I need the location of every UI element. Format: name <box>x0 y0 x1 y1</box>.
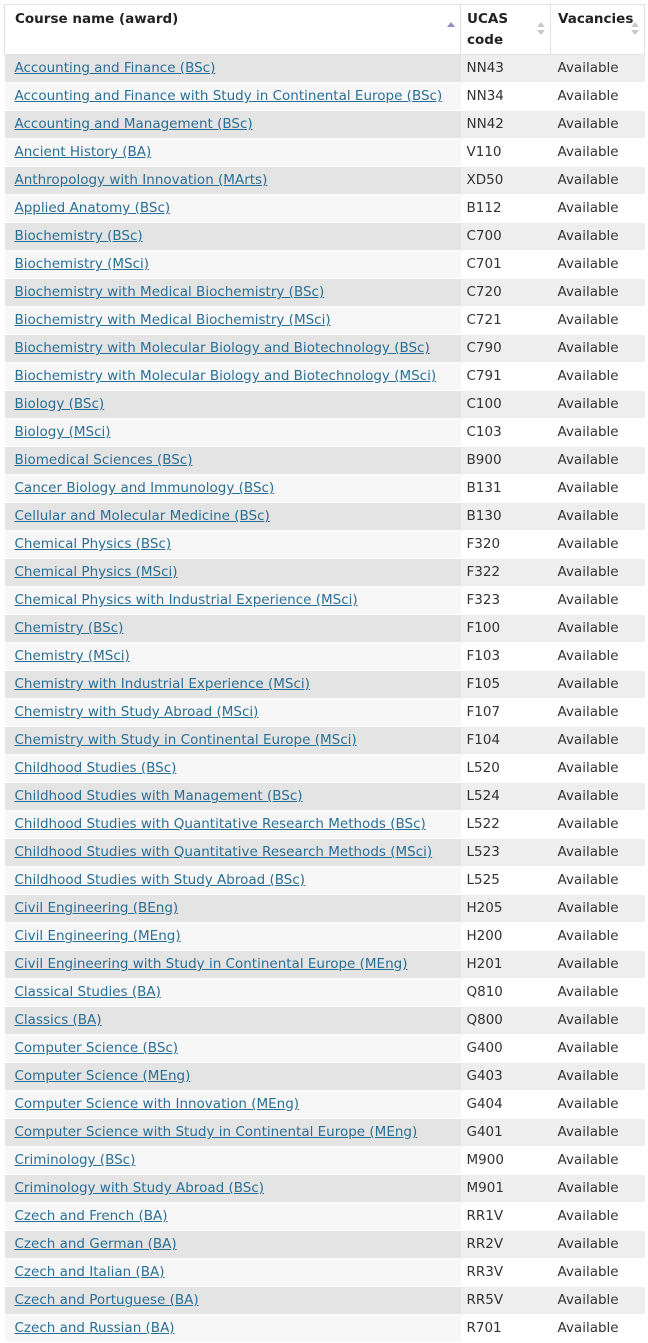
course-name-cell <box>5 587 461 615</box>
vacancies-cell: Available <box>551 363 645 391</box>
course-name-cell <box>5 111 461 139</box>
course-name-cell <box>5 1147 461 1175</box>
table-row <box>5 699 645 727</box>
course-name-cell <box>5 867 461 895</box>
table-row <box>5 1231 645 1259</box>
course-link[interactable]: Classics (BA) <box>14 1012 102 1028</box>
vacancies-cell: Available <box>551 839 645 867</box>
course-name-cell <box>5 923 461 951</box>
table-row <box>5 475 645 503</box>
course-name-cell <box>5 307 461 335</box>
ucas-code-cell: F107 <box>461 699 551 727</box>
ucas-code-cell: B131 <box>461 475 551 503</box>
ucas-code-cell: RR3V <box>461 1259 551 1287</box>
vacancies-cell: Available <box>551 1287 645 1315</box>
course-name-cell <box>5 279 461 307</box>
vacancies-cell: Available <box>551 1203 645 1231</box>
course-link[interactable]: Chemistry with Industrial Experience (MSci) <box>14 676 310 692</box>
course-link[interactable]: Accounting and Finance with Study in Continental Europe (BSc) <box>14 88 443 104</box>
ucas-code-cell: F323 <box>461 587 551 615</box>
ucas-code-cell: G404 <box>461 1091 551 1119</box>
table-row <box>5 587 645 615</box>
course-name-cell <box>5 391 461 419</box>
course-name-cell <box>5 755 461 783</box>
course-link[interactable]: Biology (BSc) <box>14 396 105 412</box>
table-body <box>5 55 645 1343</box>
table-row <box>5 811 645 839</box>
course-name-cell <box>5 1287 461 1315</box>
course-name-cell <box>5 1035 461 1063</box>
course-link[interactable]: Chemistry (BSc) <box>14 620 124 636</box>
course-name-cell <box>5 531 461 559</box>
ucas-code-cell: C701 <box>461 251 551 279</box>
table-row <box>5 1259 645 1287</box>
vacancies-cell: Available <box>551 867 645 895</box>
ucas-code-cell: H205 <box>461 895 551 923</box>
vacancies-cell: Available <box>551 643 645 671</box>
course-name-cell <box>5 1203 461 1231</box>
course-link[interactable]: Computer Science with Innovation (MEng) <box>14 1096 300 1112</box>
vacancies-cell: Available <box>551 587 645 615</box>
course-link[interactable]: Biochemistry with Molecular Biology and Biotechnology (MSci) <box>14 368 437 384</box>
vacancies-cell: Available <box>551 167 645 195</box>
table-row <box>5 643 645 671</box>
course-link[interactable]: Chemical Physics (BSc) <box>14 536 172 552</box>
course-link[interactable]: Civil Engineering (MEng) <box>14 928 181 944</box>
vacancies-cell: Available <box>551 531 645 559</box>
ucas-code-cell: F320 <box>461 531 551 559</box>
table-row <box>5 839 645 867</box>
course-link[interactable]: Cellular and Molecular Medicine (BSc) <box>14 508 270 524</box>
course-vacancies-table <box>4 4 645 1343</box>
table-row <box>5 615 645 643</box>
course-name-cell <box>5 559 461 587</box>
vacancies-cell: Available <box>551 783 645 811</box>
course-link[interactable]: Czech and Russian (BA) <box>14 1320 175 1336</box>
course-name-cell <box>5 1119 461 1147</box>
vacancies-cell: Available <box>551 223 645 251</box>
table-row <box>5 783 645 811</box>
course-name-cell <box>5 811 461 839</box>
table-row <box>5 167 645 195</box>
ucas-code-cell: L523 <box>461 839 551 867</box>
ucas-code-cell: C103 <box>461 419 551 447</box>
course-link[interactable]: Biochemistry with Molecular Biology and Biotechnology (BSc) <box>14 340 430 356</box>
vacancies-cell: Available <box>551 195 645 223</box>
vacancies-cell: Available <box>551 1259 645 1287</box>
course-name-cell <box>5 195 461 223</box>
course-name-cell <box>5 1091 461 1119</box>
course-link[interactable]: Chemistry with Study in Continental Europe (MSci) <box>14 732 357 748</box>
ucas-code-cell: C790 <box>461 335 551 363</box>
course-name-cell <box>5 727 461 755</box>
table-row <box>5 671 645 699</box>
vacancies-cell: Available <box>551 979 645 1007</box>
course-link[interactable]: Czech and Italian (BA) <box>14 1264 165 1280</box>
table-row <box>5 55 645 83</box>
ucas-code-cell: C700 <box>461 223 551 251</box>
vacancies-cell: Available <box>551 83 645 111</box>
table-row <box>5 83 645 111</box>
course-link[interactable]: Chemical Physics (MSci) <box>14 564 178 580</box>
table-row <box>5 727 645 755</box>
ucas-code-cell: RR2V <box>461 1231 551 1259</box>
vacancies-header-label: Vacancies <box>558 11 634 27</box>
course-name-cell <box>5 839 461 867</box>
table-row <box>5 1091 645 1119</box>
table-row <box>5 139 645 167</box>
course-name-cell <box>5 55 461 83</box>
course-name-cell <box>5 979 461 1007</box>
course-name-cell <box>5 503 461 531</box>
table-row <box>5 1119 645 1147</box>
course-name-cell <box>5 783 461 811</box>
sort-unsorted-icon[interactable] <box>537 22 545 36</box>
vacancies-cell: Available <box>551 951 645 979</box>
ucas-code-cell: G403 <box>461 1063 551 1091</box>
ucas-code-cell: G401 <box>461 1119 551 1147</box>
course-name-cell <box>5 83 461 111</box>
ucas-code-cell: RR5V <box>461 1287 551 1315</box>
course-link[interactable]: Chemical Physics with Industrial Experience (MSci) <box>14 592 358 608</box>
table-row <box>5 111 645 139</box>
course-name-cell <box>5 167 461 195</box>
ucas-code-cell: R701 <box>461 1315 551 1343</box>
vacancies-cell: Available <box>551 139 645 167</box>
column-header-vacancies[interactable] <box>551 5 645 55</box>
vacancies-cell: Available <box>551 1063 645 1091</box>
sort-ascending-icon[interactable] <box>447 22 455 36</box>
table-row <box>5 1147 645 1175</box>
vacancies-cell: Available <box>551 391 645 419</box>
table-row <box>5 979 645 1007</box>
course-link[interactable]: Accounting and Management (BSc) <box>14 116 253 132</box>
vacancies-cell: Available <box>551 1175 645 1203</box>
course-link[interactable]: Civil Engineering (BEng) <box>14 900 179 916</box>
course-name-cell <box>5 615 461 643</box>
vacancies-cell: Available <box>551 1231 645 1259</box>
ucas-code-cell: H200 <box>461 923 551 951</box>
table-row <box>5 867 645 895</box>
course-link[interactable]: Chemistry with Study Abroad (MSci) <box>14 704 259 720</box>
table-row <box>5 1035 645 1063</box>
ucas-code-cell: M900 <box>461 1147 551 1175</box>
vacancies-cell: Available <box>551 503 645 531</box>
course-name-cell <box>5 1315 461 1343</box>
header-row <box>5 5 645 55</box>
ucas-code-cell: V110 <box>461 139 551 167</box>
vacancies-cell: Available <box>551 251 645 279</box>
table-row <box>5 279 645 307</box>
ucas-code-cell: B112 <box>461 195 551 223</box>
course-name-cell <box>5 699 461 727</box>
course-link[interactable]: Czech and Portuguese (BA) <box>14 1292 199 1308</box>
table-row <box>5 447 645 475</box>
course-name-cell <box>5 1259 461 1287</box>
vacancies-cell: Available <box>551 1315 645 1343</box>
ucas-code-cell: F100 <box>461 615 551 643</box>
course-name-cell <box>5 671 461 699</box>
course-link[interactable]: Accounting and Finance (BSc) <box>14 60 216 76</box>
vacancies-cell: Available <box>551 895 645 923</box>
vacancies-cell: Available <box>551 559 645 587</box>
vacancies-cell: Available <box>551 1147 645 1175</box>
course-link[interactable]: Criminology with Study Abroad (BSc) <box>14 1180 265 1196</box>
vacancies-cell: Available <box>551 727 645 755</box>
course-link[interactable]: Civil Engineering with Study in Continental Europe (MEng) <box>14 956 408 972</box>
course-name-cell <box>5 1063 461 1091</box>
course-name-cell <box>5 139 461 167</box>
ucas-code-cell: L522 <box>461 811 551 839</box>
sort-unsorted-icon[interactable] <box>631 22 639 36</box>
table-row <box>5 1203 645 1231</box>
course-name-cell <box>5 1231 461 1259</box>
ucas-code-cell: G400 <box>461 1035 551 1063</box>
table-row <box>5 195 645 223</box>
course-name-header-label: Course name (award) <box>15 11 179 27</box>
ucas-code-cell: XD50 <box>461 167 551 195</box>
vacancies-cell: Available <box>551 615 645 643</box>
table-row <box>5 307 645 335</box>
vacancies-cell: Available <box>551 1119 645 1147</box>
ucas-code-cell: NN43 <box>461 55 551 83</box>
vacancies-cell: Available <box>551 671 645 699</box>
ucas-code-cell: F104 <box>461 727 551 755</box>
course-link[interactable]: Applied Anatomy (BSc) <box>14 200 171 216</box>
course-link[interactable]: Classical Studies (BA) <box>14 984 161 1000</box>
vacancies-cell: Available <box>551 923 645 951</box>
ucas-code-cell: RR1V <box>461 1203 551 1231</box>
table-row <box>5 1063 645 1091</box>
course-link[interactable]: Czech and German (BA) <box>14 1236 177 1252</box>
course-link[interactable]: Ancient History (BA) <box>14 144 152 160</box>
course-link[interactable]: Chemistry (MSci) <box>14 648 130 664</box>
table-row <box>5 503 645 531</box>
course-link[interactable]: Criminology (BSc) <box>14 1152 136 1168</box>
vacancies-cell: Available <box>551 811 645 839</box>
course-name-cell <box>5 363 461 391</box>
vacancies-cell: Available <box>551 1091 645 1119</box>
ucas-code-cell: F322 <box>461 559 551 587</box>
table-row <box>5 1315 645 1343</box>
course-link[interactable]: Computer Science (BSc) <box>14 1040 179 1056</box>
course-link[interactable]: Czech and French (BA) <box>14 1208 168 1224</box>
table-row <box>5 951 645 979</box>
course-name-cell <box>5 1175 461 1203</box>
course-name-cell <box>5 643 461 671</box>
course-link[interactable]: Biomedical Sciences (BSc) <box>14 452 193 468</box>
course-name-cell <box>5 419 461 447</box>
ucas-code-cell: F105 <box>461 671 551 699</box>
course-link[interactable]: Biochemistry (BSc) <box>14 228 143 244</box>
ucas-code-cell: F103 <box>461 643 551 671</box>
table-row <box>5 923 645 951</box>
course-link[interactable]: Anthropology with Innovation (MArts) <box>14 172 268 188</box>
ucas-code-cell: C720 <box>461 279 551 307</box>
table-row <box>5 559 645 587</box>
table-row <box>5 1175 645 1203</box>
table-row <box>5 531 645 559</box>
ucas-code-cell: B900 <box>461 447 551 475</box>
table-row <box>5 223 645 251</box>
vacancies-cell: Available <box>551 55 645 83</box>
course-link[interactable]: Childhood Studies with Quantitative Research Methods (BSc) <box>14 816 426 832</box>
course-name-cell <box>5 447 461 475</box>
course-name-cell <box>5 951 461 979</box>
ucas-code-cell: C721 <box>461 307 551 335</box>
course-name-cell <box>5 251 461 279</box>
vacancies-cell: Available <box>551 447 645 475</box>
column-header-course-name[interactable] <box>5 5 461 55</box>
vacancies-cell: Available <box>551 279 645 307</box>
course-vacancies-table-container <box>4 4 644 1343</box>
course-link[interactable]: Childhood Studies (BSc) <box>14 760 177 776</box>
vacancies-cell: Available <box>551 699 645 727</box>
course-name-cell <box>5 895 461 923</box>
course-link[interactable]: Computer Science (MEng) <box>14 1068 191 1084</box>
table-row <box>5 335 645 363</box>
vacancies-cell: Available <box>551 307 645 335</box>
table-row <box>5 755 645 783</box>
vacancies-cell: Available <box>551 475 645 503</box>
table-row <box>5 895 645 923</box>
table-row <box>5 419 645 447</box>
course-link[interactable]: Childhood Studies with Management (BSc) <box>14 788 303 804</box>
course-link[interactable]: Biochemistry (MSci) <box>14 256 150 272</box>
course-link[interactable]: Childhood Studies with Quantitative Research Methods (MSci) <box>14 844 433 860</box>
vacancies-cell: Available <box>551 335 645 363</box>
ucas-code-cell: NN34 <box>461 83 551 111</box>
ucas-code-cell: H201 <box>461 951 551 979</box>
ucas-code-cell: NN42 <box>461 111 551 139</box>
ucas-code-cell: L525 <box>461 867 551 895</box>
ucas-code-cell: M901 <box>461 1175 551 1203</box>
ucas-code-cell: L524 <box>461 783 551 811</box>
course-name-cell <box>5 335 461 363</box>
course-link[interactable]: Biochemistry with Medical Biochemistry (MSci) <box>14 312 331 328</box>
course-link[interactable]: Biochemistry with Medical Biochemistry (BSc) <box>14 284 325 300</box>
vacancies-cell: Available <box>551 1035 645 1063</box>
course-name-cell <box>5 1007 461 1035</box>
ucas-code-cell: Q800 <box>461 1007 551 1035</box>
ucas-code-cell: Q810 <box>461 979 551 1007</box>
ucas-code-header-label <box>467 9 527 51</box>
ucas-code-cell: L520 <box>461 755 551 783</box>
vacancies-cell: Available <box>551 755 645 783</box>
course-link[interactable]: Computer Science with Study in Continental Europe (MEng) <box>14 1124 418 1140</box>
vacancies-cell: Available <box>551 1007 645 1035</box>
ucas-code-cell: C100 <box>461 391 551 419</box>
table-row <box>5 1287 645 1315</box>
column-header-ucas-code[interactable] <box>461 5 551 55</box>
ucas-code-cell: B130 <box>461 503 551 531</box>
course-name-cell <box>5 223 461 251</box>
ucas-code-header-line2: code <box>467 32 504 48</box>
vacancies-cell: Available <box>551 419 645 447</box>
course-link[interactable]: Childhood Studies with Study Abroad (BSc) <box>14 872 306 888</box>
table-header <box>5 5 645 55</box>
table-row <box>5 251 645 279</box>
vacancies-cell: Available <box>551 111 645 139</box>
ucas-code-cell: C791 <box>461 363 551 391</box>
table-row <box>5 1007 645 1035</box>
ucas-code-header-line1: UCAS <box>467 11 509 27</box>
course-link[interactable]: Cancer Biology and Immunology (BSc) <box>14 480 275 496</box>
table-row <box>5 363 645 391</box>
course-name-cell <box>5 475 461 503</box>
table-row <box>5 391 645 419</box>
course-link[interactable]: Biology (MSci) <box>14 424 111 440</box>
